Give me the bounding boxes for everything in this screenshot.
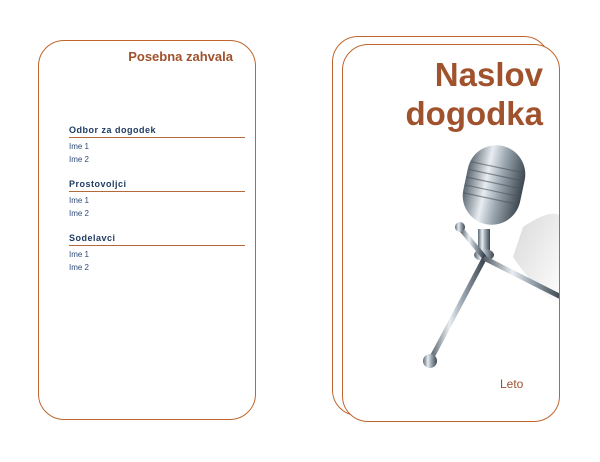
left-panel: [38, 40, 256, 420]
section-heading: Prostovoljci: [69, 179, 245, 192]
section-event-committee: [69, 125, 245, 164]
name-item: Ime 2: [69, 209, 90, 218]
name-item: Ime 1: [69, 142, 90, 151]
name-item: Ime 2: [69, 155, 90, 164]
special-thanks-title: Posebna zahvala: [128, 49, 233, 64]
event-title: [406, 55, 544, 133]
event-title-line1: Naslov: [434, 56, 543, 93]
section-colleagues: [69, 233, 245, 272]
microphone-image: [403, 137, 560, 377]
name-item: Ime 2: [69, 263, 90, 272]
section-heading: Odbor za dogodek: [69, 125, 245, 138]
season-label: Leto: [500, 377, 524, 391]
name-item: Ime 1: [69, 250, 90, 259]
section-volunteers: [69, 179, 245, 218]
cover-panel: [342, 44, 560, 422]
event-title-line2: dogodka: [405, 95, 543, 132]
name-item: Ime 1: [69, 196, 90, 205]
section-heading: Sodelavci: [69, 233, 245, 246]
